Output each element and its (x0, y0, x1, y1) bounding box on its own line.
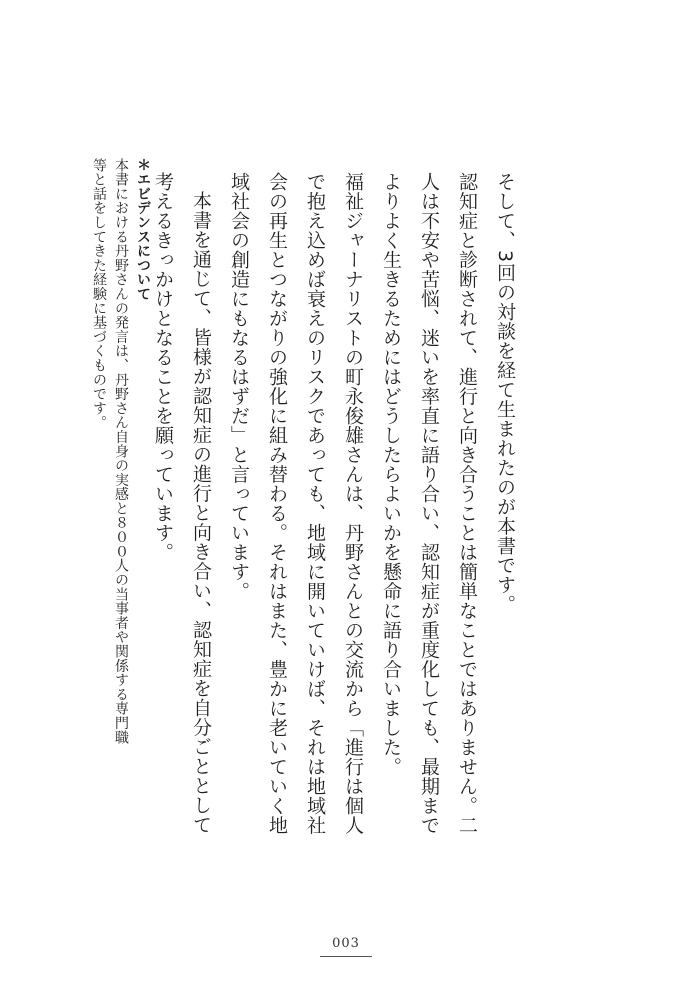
page-number: 003 (332, 936, 360, 951)
page-number-rule (320, 956, 372, 957)
main-body-text (144, 172, 524, 852)
paragraph-dialogue: 認知症と診断されて、進行と向き合うことは簡単なことではありません。二人は不安や苦悩、迷いを率直に語り合い、認知症が重度化しても、最期までよりよく生きるためにはどうしたらよいかを懸命に語り合いました。 (380, 172, 478, 835)
note-title: ＊エビデンスについて (135, 158, 151, 301)
note-body: 本書における丹野さんの発言は、丹野さん自身の実感と８００人の当事者や関係する専門職等と話をしてきた経験に基づくものです。 (91, 158, 129, 745)
paragraph-intro: そして、3回の対談を経て生まれたのが本書です。 (494, 172, 516, 614)
paragraph-closing: 本書を通じて、皆様が認知症の進行と向き合い、認知症を自分ごととして考えるきっかけとなることを願っています。 (152, 172, 212, 835)
evidence-note (88, 158, 154, 758)
paragraph-quote: 福祉ジャーナリストの町永俊雄さんは、丹野さんとの交流から「進行は個人で抱え込めば衰えのリスクであっても、地域に開いていけば、それは地域社会の再生とつながりの強化に組み替わる。それはまた、豊かに老いていく地域社会の創造にもなるはずだ」と言っています。 (228, 172, 364, 835)
